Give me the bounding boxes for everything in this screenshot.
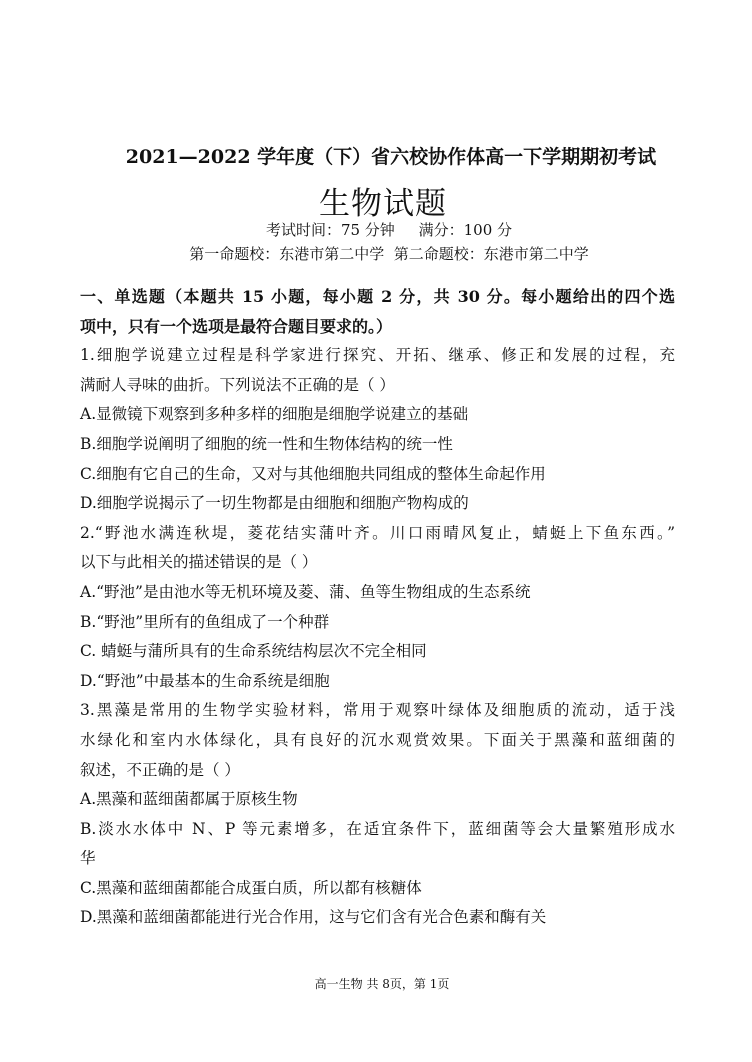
question-stem: 水绿化和室内水体绿化，具有良好的沉水观赏效果。下面关于黑藻和蓝细菌的 [80, 730, 675, 749]
option-a: A.显微镜下观察到多种多样的细胞是细胞学说建立的基础 [80, 405, 469, 424]
option-c: C.细胞有它自己的生命，又对与其他细胞共同组成的整体生命起作用 [80, 464, 546, 483]
exam-time-info: 考试时间：75 分钟 满分：100 分 [265, 221, 513, 239]
exam-body [80, 282, 675, 933]
question-stem: 3.黑藻是常用的生物学实验材料，常用于观察叶绿体及细胞质的流动，适于浅 [80, 701, 675, 720]
question-stem: 叙述，不正确的是（ ） [80, 760, 240, 779]
option-d: D.黑藻和蓝细菌都能进行光合作用，这与它们含有光合色素和酶有关 [80, 908, 547, 927]
question-stem: 以下与此相关的描述错误的是（ ） [80, 553, 318, 572]
subject-title: 生物试题 [319, 186, 447, 222]
question-1 [80, 341, 675, 519]
option-b: B.淡水水体中 N、P 等元素增多，在适宜条件下，蓝细菌等会大量繁殖形成水 [80, 819, 675, 838]
proposing-school-info: 第一命题校：东港市第二中学 第二命题校：东港市第二中学 [189, 245, 589, 263]
section-heading: 一、单选题（本题共 15 小题，每小题 2 分，共 30 分。每小题给出的四个选 [80, 287, 675, 306]
question-stem: 1.细胞学说建立过程是科学家进行探究、开拓、继承、修正和发展的过程，充 [80, 346, 675, 365]
question-stem: 2.“野池水满连秋堤，菱花结实蒲叶齐。川口雨晴风复止，蜻蜓上下鱼东西。” [80, 523, 675, 542]
option-c: C. 蜻蜓与蒲所具有的生命系统结构层次不完全相同 [80, 642, 427, 661]
option-b-cont: 华 [80, 849, 96, 868]
page-footer: 高一生物 共 8页，第 1页 [314, 977, 450, 991]
option-a: A.“野池”是由池水等无机环境及菱、蒲、鱼等生物组成的生态系统 [80, 582, 531, 601]
option-b: B.细胞学说阐明了细胞的统一性和生物体结构的统一性 [80, 434, 453, 453]
question-3 [80, 696, 675, 933]
question-stem: 满耐人寻味的曲折。下列说法不正确的是（ ） [80, 375, 395, 394]
question-2 [80, 519, 675, 697]
option-b: B.“野池”里所有的鱼组成了一个种群 [80, 612, 330, 631]
option-c: C.黑藻和蓝细菌都能合成蛋白质，所以都有核糖体 [80, 878, 422, 897]
option-d: D.“野池”中最基本的生命系统是细胞 [80, 671, 330, 690]
option-a: A.黑藻和蓝细菌都属于原核生物 [80, 790, 298, 809]
option-d: D.细胞学说揭示了一切生物都是由细胞和细胞产物构成的 [80, 494, 469, 513]
exam-title: 2021—2022 学年度（下）省六校协作体高一下学期期初考试 [125, 146, 657, 168]
section-heading-cont: 项中，只有一个选项是最符合题目要求的。） [80, 316, 393, 336]
